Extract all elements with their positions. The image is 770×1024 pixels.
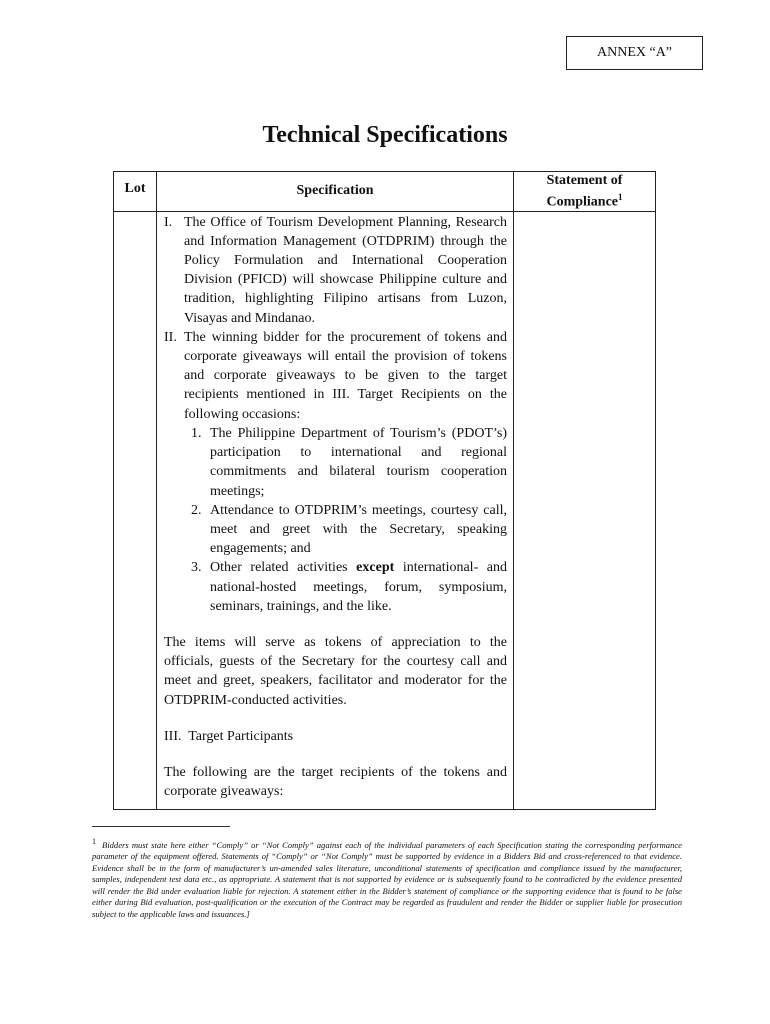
list-item-text: The Office of Tourism Development Planning, Research and Information Management (OTDPRIM) through the Policy Formulation and International Cooperation Division (PFICD) will showcase Philippine culture and tradition, highlighting Filipino artisans from Luzon, Visayas and Mindanao.	[184, 214, 507, 326]
paragraph-tokens: The items will serve as tokens of appreciation to the officials, guests of the Secretary for the courtesy call and meet and greet, speakers, facilitator and moderator for the OTDPRIM-conducted activities.	[164, 634, 507, 708]
header-compliance	[514, 172, 656, 212]
list-marker: II.	[164, 329, 177, 345]
lot-cell	[114, 211, 157, 809]
list-marker: I.	[164, 214, 173, 230]
header-lot: Lot	[114, 172, 157, 212]
page-title: Technical Specifications	[262, 122, 508, 148]
paragraph-target-recipients: The following are the target recipients of the tokens and corporate giveaways:	[164, 764, 507, 800]
compliance-cell	[514, 211, 656, 809]
numbered-sublist	[184, 424, 507, 616]
emphasis-except: except	[356, 560, 395, 576]
table-row	[114, 211, 656, 809]
specification-table	[113, 171, 656, 810]
list-marker: 2.	[191, 502, 202, 518]
list-item	[191, 424, 507, 501]
list-item-text: The winning bidder for the procurement of tokens and corporate giveaways will entail the provision of tokens and corporate giveaways to be given to the target recipients mentioned in III. Target Recipients on the following occasions:	[184, 329, 507, 422]
header-specification: Specification	[157, 172, 514, 212]
annex-label: ANNEX “A”	[566, 36, 703, 70]
list-item	[191, 558, 507, 616]
list-item	[191, 501, 507, 559]
roman-list	[164, 213, 507, 616]
footnote-ref: 1	[618, 192, 623, 202]
footnote-text: Bidders must state here either “Comply” or “Not Comply” against each of the individual parameters of each Specification stating the corresponding performance parameter of the equipment offered. Statements of “Comply” or “Not Comply” must be supported by evidence in a Bidders Bid and cross-referenced to that evidence. Evidence shall be in the form of manufacturer’s un-amended sales literature, unconditional statements of specification and compliance issued by the manufacturer, samples, independent test data etc., as appropriate. A statement that is not supported by evidence or is subsequently found to be contradicted by the evidence presented will render the Bid under evaluation liable for rejection. A statement either in the Bidder’s statement of compliance or the supporting evidence that is found to be false either during Bid evaluation, post-qualification or the execution of the Contract may be regarded as fraudulent and render the Bidder or supplier liable for prosecution subject to the applicable laws and issuances.]	[92, 839, 682, 919]
list-item-text: The Philippine Department of Tourism’s (PDOT’s) participation to international and regional commitments and bilateral tourism cooperation meetings;	[210, 425, 507, 499]
list-marker: 3.	[191, 560, 202, 576]
list-item	[164, 213, 507, 328]
list-item	[164, 328, 507, 616]
footnote-divider	[92, 826, 230, 827]
list-marker: 1.	[191, 425, 202, 441]
footnote	[92, 836, 682, 920]
specification-cell	[157, 211, 514, 809]
list-item-text: Attendance to OTDPRIM’s meetings, courtesy call, meet and greet with the Secretary, speaking engagements; and	[210, 502, 507, 557]
header-compliance-label: Statement of Compliance	[546, 173, 623, 210]
footnote-number: 1	[92, 837, 96, 846]
section-heading-target-participants: III. Target Participants	[164, 728, 294, 744]
list-item-text: Other related activities except international- and national-hosted meetings, forum, symposium, seminars, trainings, and the like.	[210, 560, 507, 614]
table-header-row	[114, 172, 656, 212]
